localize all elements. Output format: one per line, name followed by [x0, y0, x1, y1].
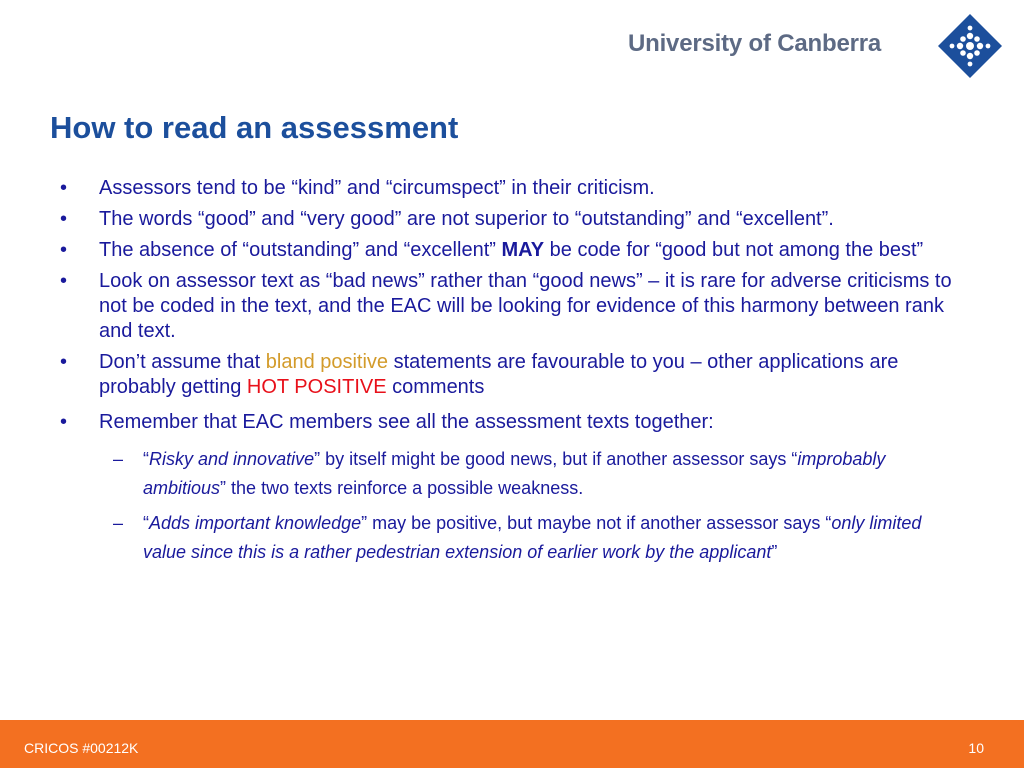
- bullet-text: Don’t assume that: [99, 351, 266, 373]
- university-logo-icon: [936, 12, 1004, 80]
- sub-bullet-item: [99, 445, 956, 503]
- bullet-text: Remember that EAC members see all the assessment texts together:: [99, 411, 714, 433]
- page-number: 10: [968, 740, 984, 756]
- quoted-phrase: Adds important knowledge: [149, 513, 362, 533]
- quoted-phrase: improbably ambitious: [143, 449, 886, 498]
- bullet-text: statements are favourable to you – other applications are probably getting: [99, 351, 899, 398]
- bullet-marker: •: [60, 208, 68, 230]
- bullet-item: [56, 238, 956, 263]
- bullet-marker: •: [60, 270, 68, 292]
- bullet-item: [56, 350, 956, 400]
- bullet-marker: •: [60, 351, 68, 373]
- bullet-text: Assessors tend to be “kind” and “circumspect” in their criticism.: [99, 177, 655, 199]
- bullet-item: [56, 176, 956, 201]
- bullet-text: comments: [386, 376, 485, 398]
- sub-text: ”: [771, 542, 778, 562]
- slide-title: How to read an assessment: [50, 110, 459, 145]
- dash-marker: –: [113, 449, 124, 469]
- bullet-marker: •: [60, 239, 68, 261]
- sub-text: ” by itself might be good news, but if another assessor says “: [314, 449, 798, 469]
- sub-text: ” the two texts reinforce a possible weakness.: [220, 478, 584, 498]
- dash-marker: –: [113, 513, 124, 533]
- bullet-text: Look on assessor text as “bad news” rather than “good news” – it is rare for adverse criticisms to not be coded in the text, and the EAC will be looking for evidence of this harmony between rank and text.: [99, 270, 952, 342]
- bland-positive-text: bland positive: [265, 351, 389, 373]
- bullet-text: The words “good” and “very good” are not superior to “outstanding” and “excellent”.: [99, 208, 834, 230]
- slide-body: [56, 176, 956, 573]
- sub-bullet-item: [99, 509, 956, 567]
- bullet-marker: •: [60, 411, 68, 433]
- quoted-phrase: only limited value since this is a rather pedestrian extension of earlier work by the applicant: [143, 513, 922, 562]
- bullet-text: be code for “good but not among the best”: [544, 239, 924, 261]
- sub-text: ” may be positive, but maybe not if another assessor says “: [361, 513, 832, 533]
- cricos-code: CRICOS #00212K: [24, 740, 139, 756]
- bullet-item: [56, 410, 956, 567]
- emphasis-may: MAY: [501, 239, 545, 261]
- brand-name: University of Canberra: [628, 30, 882, 57]
- sub-bullet-list: [99, 445, 956, 567]
- bullet-item: [56, 207, 956, 232]
- bullet-list: [56, 176, 956, 567]
- hot-positive-text: HOT POSITIVE: [246, 376, 387, 398]
- sub-text: “: [143, 513, 149, 533]
- bullet-item: [56, 269, 956, 344]
- footer-bar: [0, 720, 1024, 768]
- quoted-phrase: Risky and innovative: [149, 449, 315, 469]
- sub-text: “: [143, 449, 149, 469]
- bullet-marker: •: [60, 177, 68, 199]
- bullet-text: The absence of “outstanding” and “excellent”: [99, 239, 502, 261]
